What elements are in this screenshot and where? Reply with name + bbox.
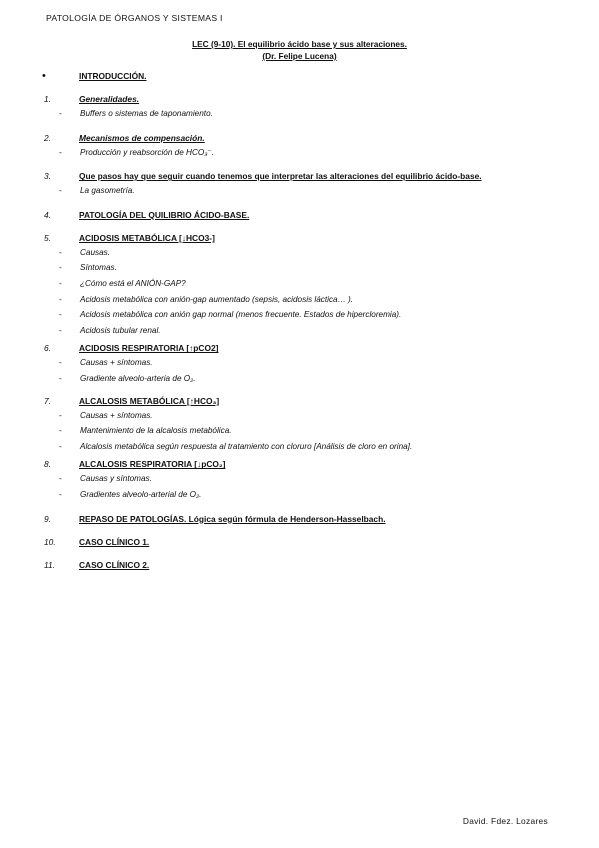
list-item-text: Acidosis tubular renal.	[80, 325, 161, 335]
section-number: 6.	[44, 343, 51, 354]
list-item-text: Causas.	[80, 247, 111, 257]
section-heading	[0, 170, 599, 183]
title-line-2: (Dr. Felipe Lucena)	[262, 51, 337, 61]
list-item	[0, 471, 599, 487]
dash-bullet-icon: -	[59, 263, 62, 273]
list-item-text: Acidosis metabólica con anión-gap aumentado (sepsis, acidosis láctica… ).	[80, 294, 354, 304]
section-title: CASO CLÍNICO 2.	[79, 559, 150, 570]
list-item	[0, 260, 599, 276]
list-item-text: Producción y reabsorción de HCO₃⁻.	[80, 147, 215, 157]
list-item	[0, 323, 599, 339]
section-heading	[0, 232, 599, 245]
dash-bullet-icon: -	[59, 147, 62, 157]
section-number: 1.	[44, 94, 51, 104]
section-heading	[0, 209, 599, 222]
outline-section	[0, 536, 599, 549]
title-line-1: LEC (9-10). El equilibrio ácido base y sus alteraciones.	[192, 39, 407, 49]
list-item	[0, 307, 599, 323]
section-title: PATOLOGÍA DEL QUILIBRIO ÁCIDO-BASE.	[79, 209, 250, 220]
outline-section	[0, 559, 599, 572]
list-item	[0, 408, 599, 424]
section-number: 10.	[44, 536, 56, 547]
list-item	[0, 371, 599, 387]
dash-bullet-icon: -	[59, 325, 62, 335]
footer-author: David. Fdez. Lozares	[462, 816, 548, 826]
outline-section	[0, 170, 599, 199]
list-item	[0, 487, 599, 503]
section-number: 5.	[44, 232, 51, 243]
dash-bullet-icon: -	[59, 358, 62, 368]
bullet-icon: •	[42, 70, 46, 82]
dash-bullet-icon: -	[59, 441, 62, 451]
section-number: 3.	[44, 171, 51, 182]
list-item-text: Buffers o sistemas de taponamiento.	[80, 109, 213, 118]
list-item	[0, 276, 599, 292]
outline-section	[0, 70, 599, 83]
list-item	[0, 292, 599, 308]
list-item	[0, 355, 599, 371]
section-heading	[0, 132, 599, 145]
section-heading	[0, 342, 599, 355]
document-title	[0, 38, 599, 62]
outline-section	[0, 93, 599, 122]
list-item-text: La gasometría.	[80, 186, 135, 196]
list-item	[0, 145, 599, 161]
list-item-text: Alcalosis metabólica según respuesta al tratamiento con cloruro [Análisis de cloro en orina].	[80, 441, 413, 451]
section-heading	[0, 536, 599, 549]
list-item-text: Acidosis metabólica con anión gap normal (menos frecuente. Estados de hipercloremia).	[80, 310, 402, 320]
outline-section	[0, 513, 599, 526]
list-item	[0, 439, 599, 455]
dash-bullet-icon: -	[59, 278, 62, 288]
section-title: ALCALOSIS RESPIRATORIA [↓pCO₂]	[79, 459, 226, 470]
document-header: PATOLOGÍA DE ÓRGANOS Y SISTEMAS I	[46, 13, 223, 23]
dash-bullet-icon: -	[59, 310, 62, 320]
list-item-text: Gradientes alveolo-arterial de O₂.	[80, 489, 202, 499]
list-item	[0, 423, 599, 439]
section-heading	[0, 513, 599, 526]
section-heading	[0, 70, 599, 83]
list-item	[0, 183, 599, 199]
outline-section	[0, 458, 599, 502]
section-title: ALCALOSIS METABÓLICA [↑HCO₃]	[79, 395, 220, 406]
section-number: 8.	[44, 459, 51, 470]
dash-bullet-icon: -	[59, 373, 62, 383]
section-number: 2.	[44, 132, 51, 143]
dash-bullet-icon: -	[59, 489, 62, 499]
section-number: 11.	[44, 559, 56, 570]
dash-bullet-icon: -	[59, 294, 62, 304]
dash-bullet-icon: -	[59, 410, 62, 420]
section-title: Que pasos hay que seguir cuando tenemos que interpretar las alteraciones del equilibrio ácido-base.	[79, 171, 482, 182]
dash-bullet-icon: -	[59, 474, 62, 484]
outline-section	[0, 209, 599, 222]
section-number: 9.	[44, 513, 51, 524]
dash-bullet-icon: -	[59, 247, 62, 257]
list-item-text: Gradiente alveolo-arteria de O₂.	[80, 373, 196, 383]
list-item	[0, 245, 599, 261]
list-item-text: Síntomas.	[80, 263, 117, 273]
outline-section	[0, 232, 599, 339]
outline-section	[0, 342, 599, 386]
list-item	[0, 106, 599, 122]
section-title: REPASO DE PATOLOGÍAS. Lógica según fórmula de Henderson-Hasselbach.	[79, 513, 386, 524]
section-heading	[0, 395, 599, 408]
outline-section	[0, 395, 599, 455]
section-number: 7.	[44, 395, 51, 406]
dash-bullet-icon: -	[59, 186, 62, 196]
section-title: CASO CLÍNICO 1.	[79, 536, 150, 547]
outline	[0, 70, 599, 572]
outline-section	[0, 132, 599, 161]
section-title: ACIDOSIS RESPIRATORIA [↑pCO2]	[79, 343, 219, 354]
section-heading	[0, 458, 599, 471]
list-item-text: Causas + síntomas.	[80, 358, 153, 368]
section-heading	[0, 559, 599, 572]
section-title: Mecanismos de compensación.	[79, 132, 205, 143]
list-item-text: Causas + síntomas.	[80, 410, 153, 420]
section-title: ACIDOSIS METABÓLICA [↓HCO3-]	[79, 232, 215, 243]
dash-bullet-icon: -	[59, 426, 62, 436]
section-number: 4.	[44, 209, 51, 220]
list-item-text: Causas y síntomas.	[80, 474, 152, 484]
section-title: INTRODUCCIÓN.	[79, 71, 147, 81]
section-title: Generalidades.	[79, 94, 140, 104]
section-heading	[0, 93, 599, 106]
dash-bullet-icon: -	[59, 109, 62, 118]
list-item-text: Mantenimiento de la alcalosis metabólica.	[80, 426, 232, 436]
list-item-text: ¿Cómo está el ANIÓN-GAP?	[80, 278, 186, 288]
